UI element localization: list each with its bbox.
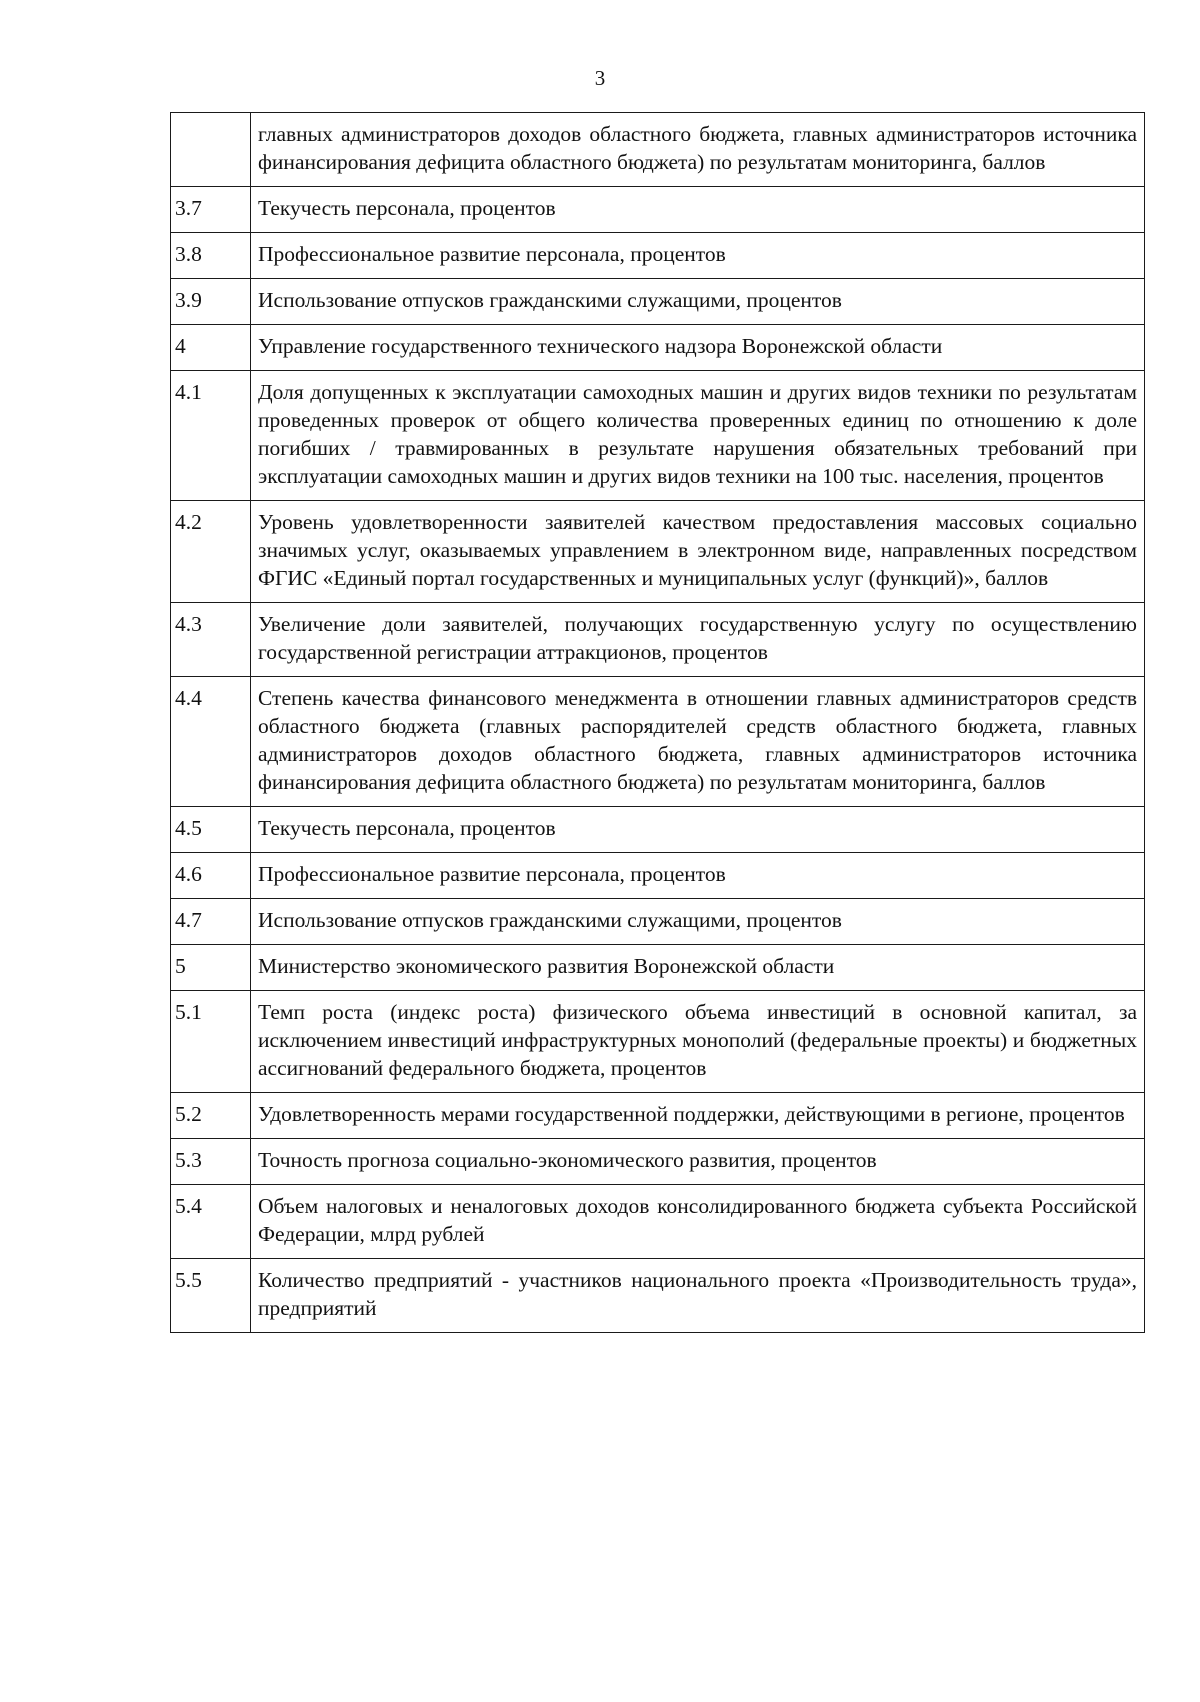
row-number: 5.4	[171, 1185, 251, 1259]
row-text: Министерство экономического развития Воронежской области	[251, 945, 1145, 991]
indicators-table	[170, 112, 1145, 1333]
table-row	[171, 1185, 1145, 1259]
table-row	[171, 853, 1145, 899]
row-number: 5.2	[171, 1093, 251, 1139]
row-text: Профессиональное развитие персонала, процентов	[251, 853, 1145, 899]
table-row	[171, 325, 1145, 371]
table-row	[171, 1139, 1145, 1185]
row-text: Профессиональное развитие персонала, процентов	[251, 233, 1145, 279]
row-number: 4.4	[171, 677, 251, 807]
table-row	[171, 371, 1145, 501]
table-row	[171, 677, 1145, 807]
row-text: Текучесть персонала, процентов	[251, 807, 1145, 853]
row-number: 4.7	[171, 899, 251, 945]
row-text: Степень качества финансового менеджмента в отношении главных администраторов средств областного бюджета (главных распорядителей средств областного бюджета, главных администраторов доходов областного бюджета, главных администраторов источника финансирования дефицита областного бюджета) по результатам мониторинга, баллов	[251, 677, 1145, 807]
row-number: 4.3	[171, 603, 251, 677]
row-text: Удовлетворенность мерами государственной поддержки, действующими в регионе, процентов	[251, 1093, 1145, 1139]
row-text: Текучесть персонала, процентов	[251, 187, 1145, 233]
table-row	[171, 279, 1145, 325]
table-row	[171, 233, 1145, 279]
table-row	[171, 501, 1145, 603]
table-row	[171, 187, 1145, 233]
row-number: 4	[171, 325, 251, 371]
table-row	[171, 603, 1145, 677]
row-text: Объем налоговых и неналоговых доходов консолидированного бюджета субъекта Российской Федерации, млрд рублей	[251, 1185, 1145, 1259]
row-text: главных администраторов доходов областного бюджета, главных администраторов источника финансирования дефицита областного бюджета) по результатам мониторинга, баллов	[251, 113, 1145, 187]
row-number: 4.6	[171, 853, 251, 899]
row-text: Темп роста (индекс роста) физического объема инвестиций в основной капитал, за исключением инвестиций инфраструктурных монополий (федеральные проекты) и бюджетных ассигнований федерального бюджета, процентов	[251, 991, 1145, 1093]
row-text: Уровень удовлетворенности заявителей качеством предоставления массовых социально значимых услуг, оказываемых управлением в электронном виде, направленных посредством ФГИС «Единый портал государственных и муниципальных услуг (функций)», баллов	[251, 501, 1145, 603]
table-row	[171, 1259, 1145, 1333]
row-number: 5.3	[171, 1139, 251, 1185]
table-row	[171, 899, 1145, 945]
row-number: 3.7	[171, 187, 251, 233]
row-text: Увеличение доли заявителей, получающих государственную услугу по осуществлению государственной регистрации аттракционов, процентов	[251, 603, 1145, 677]
indicators-table-body	[171, 113, 1145, 1333]
row-number: 4.5	[171, 807, 251, 853]
table-row	[171, 991, 1145, 1093]
row-number	[171, 113, 251, 187]
table-row	[171, 1093, 1145, 1139]
row-text: Использование отпусков гражданскими служащими, процентов	[251, 899, 1145, 945]
row-text: Точность прогноза социально-экономического развития, процентов	[251, 1139, 1145, 1185]
table-row	[171, 945, 1145, 991]
row-number: 5.5	[171, 1259, 251, 1333]
row-text: Доля допущенных к эксплуатации самоходных машин и других видов техники по результатам проведенных проверок от общего количества проверенных единиц по отношению к доле погибших / травмированных в результате нарушения обязательных требований при эксплуатации самоходных машин и других видов техники на 100 тыс. населения, процентов	[251, 371, 1145, 501]
row-number: 5.1	[171, 991, 251, 1093]
page-number: 3	[594, 66, 606, 90]
row-number: 4.2	[171, 501, 251, 603]
row-number: 3.9	[171, 279, 251, 325]
table-row	[171, 807, 1145, 853]
row-text: Использование отпусков гражданскими служащими, процентов	[251, 279, 1145, 325]
row-number: 4.1	[171, 371, 251, 501]
row-number: 3.8	[171, 233, 251, 279]
row-text: Управление государственного технического надзора Воронежской области	[251, 325, 1145, 371]
table-row	[171, 113, 1145, 187]
row-text: Количество предприятий - участников национального проекта «Производительность труда», предприятий	[251, 1259, 1145, 1333]
row-number: 5	[171, 945, 251, 991]
